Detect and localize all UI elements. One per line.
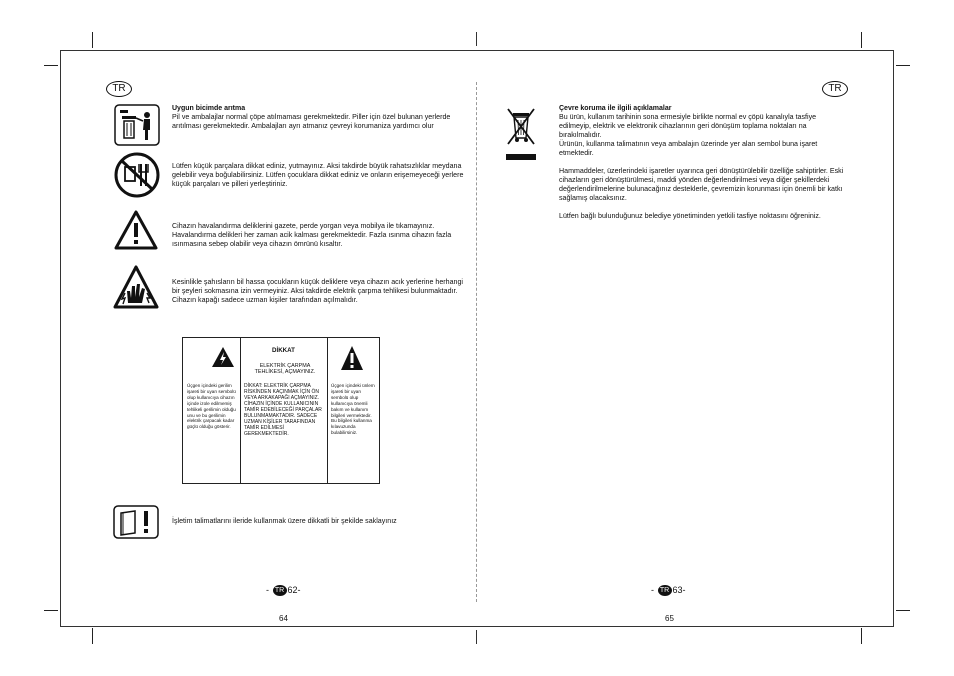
footer-prefix: -	[266, 585, 269, 595]
environment-paragraph: Bu ürün, kullanım tarihinin sona ermesiyle birlikte normal ev çöpü kanalıyla tasfiye edilmeyip, elektrik ve elektronik cihazlarının geri dönüşüm toplama noktaları na bırakılmalıdır.	[559, 113, 817, 139]
section-small-parts	[172, 162, 472, 189]
trash-disposal-icon	[114, 104, 160, 151]
environment-paragraph: Lütfen bağlı bulunduğunuz belediye yönetiminden yetkili tasfiye noktasını öğreniniz.	[559, 212, 821, 220]
environment-heading: Çevre koruma ile ilgili açıklamalar	[559, 105, 672, 112]
footer-page: 63-	[672, 585, 686, 595]
warning-triangle-icon	[114, 210, 158, 255]
footer-prefix: -	[651, 585, 654, 595]
electric-hazard-hand-icon	[113, 265, 159, 314]
crop-mark	[92, 628, 93, 644]
section-text: Cihazın havalandırma deliklerini gazete, perde yorgan veya mobilya ile tıkamayınız. Havalandırma delikleri her zaman acik kalması gerekmektedir. Fazla ısınma cihazın fazla ısınmasına sebep olabilir veya cihazın ömrünü kısaltır.	[172, 222, 452, 248]
footer-language-badge: TR	[273, 585, 287, 596]
manual-keep-text: İşletim talimatlarını ileride kullanmak üzere dikkatli bir şekilde saklayınız	[172, 517, 397, 525]
section-heading: Uygun bicimde arıtma	[172, 105, 246, 112]
exclamation-triangle-icon	[340, 345, 364, 371]
footer-language-badge: TR	[658, 585, 672, 596]
section-foreign-objects	[172, 278, 472, 305]
warning-col-middle	[240, 338, 328, 483]
crop-mark	[896, 610, 910, 611]
section-text: Pil ve ambalajlar normal çöpe atılmaması gerekmektedir. Piller için özel bulunan yerlerde arıtılması gerekmektedir. Ambalajları ayrı atmanız çevreyi korumaniza yardımcı olur	[172, 113, 451, 130]
warning-title: DİKKAT	[272, 347, 295, 354]
page-footer-left	[266, 585, 301, 596]
language-badge-right: TR	[822, 81, 848, 97]
crop-mark	[44, 610, 58, 611]
warning-subtitle: ELEKTRİK ÇARPMA TEHLİKESİ, AÇMAYINIZ.	[254, 363, 316, 376]
lightning-symbol-explanation: Üçgen içindeki gerilim işareti bir uyarı sembolü olup kullanıcıya cihazın içinde izole edilmemiş tehlikeli gerilimin olduğu unu ve bu gerilimin elektrik çarpacak kadar güçlü olduğu gösterir.	[187, 383, 236, 430]
footer-page: 62-	[287, 585, 301, 595]
crop-mark	[896, 65, 910, 66]
section-text: Kesinlikle şahısların bil hassa çocukların küçük deliklere veya cihazın acık yerlerine herhangi bir şeyleri sokmasına izin vermeyiniz. Aksi takdirde elektrik çarpma tehlikesi bulunmaktadır. Cihazın kapağı sadece uzman kişiler tarafından açılmalıdır.	[172, 278, 463, 304]
environment-paragraph: Hammaddeler, üzerlerindeki işaretler uyarınca geri dönüştürülebilir özelliğe sahiptirler. Eski cihazların geri dönüştürülmesi, maddi yönden değerlendirilmesi veya diğer şekillerdeki değerlendirilmelerine bulunacağınız desteklerle, çevremizin korunması için önemli bir katkı sağlamış olacaksınız.	[559, 167, 844, 202]
manual-book-icon	[113, 505, 159, 544]
crossed-bin-weee-icon	[504, 104, 538, 167]
page-number-left: 64	[279, 614, 288, 623]
section-disposal	[172, 104, 472, 131]
center-crop-mark	[476, 630, 477, 644]
crop-mark	[861, 32, 862, 48]
environment-section	[559, 104, 849, 221]
center-crop-mark	[476, 32, 477, 46]
warning-col-left	[183, 338, 241, 483]
environment-paragraph: Ürünün, kullanma talimatının veya ambalajın üzerinde yer alan sembol buna işaret etmektedir.	[559, 140, 818, 157]
crop-mark	[44, 65, 58, 66]
center-divider	[476, 82, 477, 602]
warning-main-text: DİKKAT: ELEKTRİK ÇARPMA RİSKİNDEN KAÇINMAK İÇİN ÖN VEYA ARKAKAPAĞI AÇMAYINIZ. CİHAZIN İÇİNDE KULLANICININ TAMİR EDEBİLECEĞİ PARÇALAR BULUNMAMAKTADIR. SADECE UZMAN KİŞİLER TARAFINDAN TAMİR EDİLMESİ GEREKMEKTEDİR.	[244, 383, 322, 437]
page-footer-right	[651, 585, 686, 596]
section-ventilation	[172, 222, 472, 249]
section-text: Lütfen küçük parçalara dikkat ediniz, yutmayınız. Aksi takdirde büyük rahatsızlıklar meydana gelebilir veya boğulabilirsiniz. Lütfen çocuklara dikkat ediniz ve onların erişemeyeceği yerlere küçük parçaları ve pilleri yerleştiriniz.	[172, 162, 464, 188]
exclamation-symbol-explanation: Üçgen içindeki ünlem işareti bir uyarı sembolü olup kullanıcıya önemli bakım ve kullanım bilgileri vermektedir. Bu bilgileri kullanma kılavuzunda bulabilirsiniz.	[331, 383, 375, 436]
lightning-triangle-icon	[211, 346, 235, 368]
warning-col-right	[327, 338, 379, 483]
no-swallow-icon	[113, 152, 161, 203]
electric-shock-warning-box	[182, 337, 380, 484]
language-badge-left: TR	[106, 81, 132, 97]
crop-mark	[92, 32, 93, 48]
crop-mark	[861, 628, 862, 644]
page-number-right: 65	[665, 614, 674, 623]
